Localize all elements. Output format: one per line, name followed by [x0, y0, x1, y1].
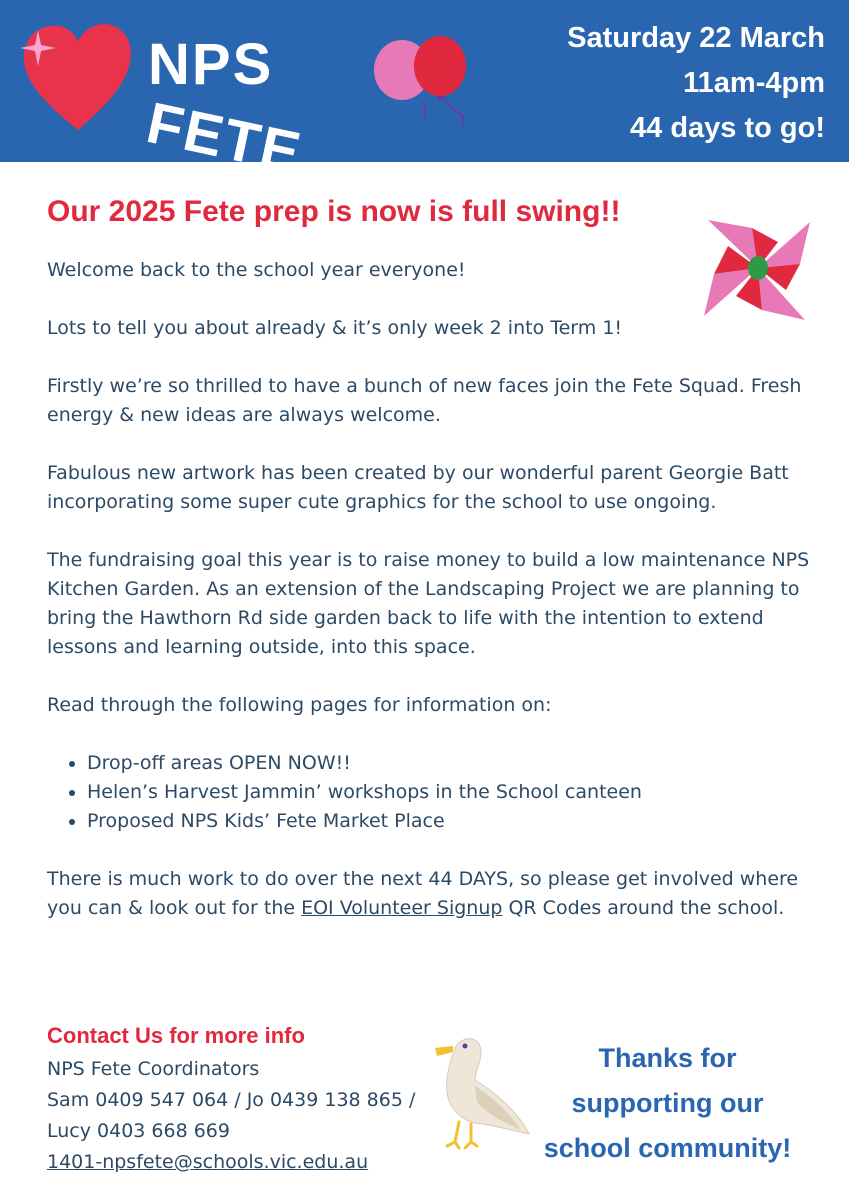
logo-line-1: NPS	[148, 32, 274, 97]
article-body	[47, 256, 817, 952]
contact-title: Contact Us for more info	[47, 1023, 305, 1048]
paragraph-lots: Lots to tell you about already & it’s only week 2 into Term 1!	[47, 317, 623, 339]
contact-coordinators: NPS Fete Coordinators	[47, 1058, 260, 1080]
sparkle-icon	[18, 28, 58, 68]
logo-line-2: FETE	[141, 90, 308, 187]
paragraph-firstly: Firstly we’re so thrilled to have a bunch of new faces join the Fete Squad. Fresh energy & new ideas are always welcome.	[47, 375, 802, 426]
paragraph-read-through: Read through the following pages for information on:	[47, 694, 552, 716]
event-time: 11am-4pm	[683, 67, 825, 99]
list-item: • Proposed NPS Kids’ Fete Market Place	[87, 807, 817, 836]
logo-wordmark	[141, 32, 310, 187]
seagull-icon	[425, 1030, 535, 1155]
event-date: Saturday 22 March	[567, 22, 825, 54]
eoi-volunteer-signup-link[interactable]: EOI Volunteer Signup	[301, 897, 503, 919]
fete-logo	[18, 18, 308, 187]
contact-email-link[interactable]: 1401-npsfete@schools.vic.edu.au	[47, 1151, 369, 1173]
closing-text-start: There is much work to do over the next 44 DAYS, so please get involved where you can & look out for the	[47, 868, 799, 919]
contact-section	[47, 1020, 427, 1178]
info-list	[47, 749, 817, 836]
thanks-line-1: Thanks for	[598, 1043, 737, 1073]
event-info	[567, 16, 825, 151]
thanks-line-3: school community!	[543, 1133, 792, 1163]
balloons-icon	[370, 30, 480, 130]
list-item: • Helen’s Harvest Jammin’ workshops in the School canteen	[87, 778, 817, 807]
contact-phone-lucy: Lucy 0403 668 669	[47, 1120, 230, 1142]
contact-phones: Sam 0409 547 064 / Jo 0439 138 865 /	[47, 1089, 416, 1111]
closing-text-end: QR Codes around the school.	[502, 897, 785, 919]
paragraph-artwork: Fabulous new artwork has been created by our wonderful parent Georgie Batt incorporating some super cute graphics for the school to use ongoing.	[47, 462, 789, 513]
countdown: 44 days to go!	[630, 112, 825, 144]
thanks-message	[535, 1036, 800, 1171]
page-headline: Our 2025 Fete prep is now is full swing!!	[47, 195, 621, 228]
list-item: • Drop-off areas OPEN NOW!!	[87, 749, 817, 778]
paragraph-fundraising: The fundraising goal this year is to raise money to build a low maintenance NPS Kitchen Garden. As an extension of the Landscaping Project we are planning to bring the Hawthorn Rd side garden back to life with the intention to extend lessons and learning outside, into this space.	[47, 549, 810, 658]
header-banner	[0, 0, 849, 187]
paragraph-closing	[47, 865, 817, 923]
paragraph-welcome: Welcome back to the school year everyone!	[47, 259, 466, 281]
thanks-line-2: supporting our	[571, 1088, 764, 1118]
